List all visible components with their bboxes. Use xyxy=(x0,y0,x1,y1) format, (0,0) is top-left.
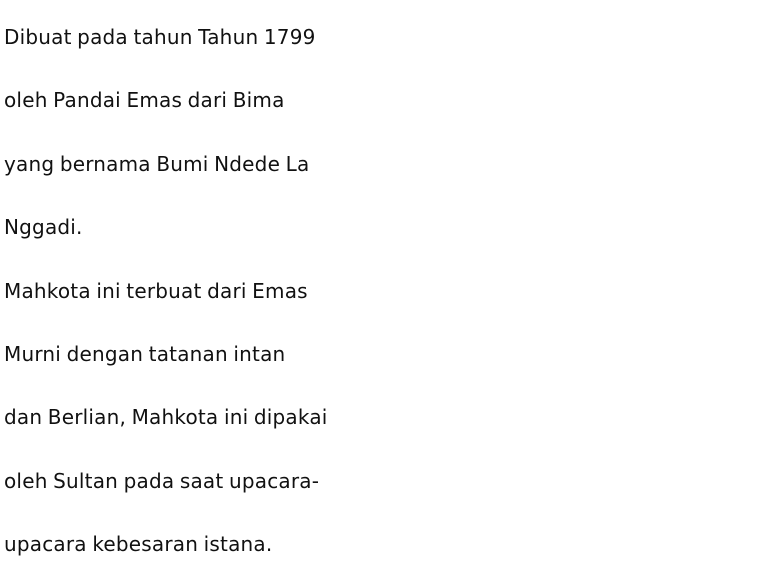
text-line: Mahkota ini terbuat dari Emas xyxy=(4,278,308,303)
text-line: Dibuat pada tahun Tahun 1799 xyxy=(4,25,316,49)
text-line: oleh Sultan pada saat upacara- xyxy=(4,468,320,493)
text-line: yang bernama Bumi Ndede La xyxy=(4,151,310,176)
description-text xyxy=(4,6,760,577)
text-line: oleh Pandai Emas dari Bima xyxy=(4,88,285,113)
text-line: upacara kebesaran istana. xyxy=(4,532,273,557)
text-line: dan Berlian, Mahkota ini dipakai xyxy=(4,405,328,430)
text-line: Murni dengan tatanan intan xyxy=(4,341,286,366)
text-line: Nggadi. xyxy=(4,215,83,240)
